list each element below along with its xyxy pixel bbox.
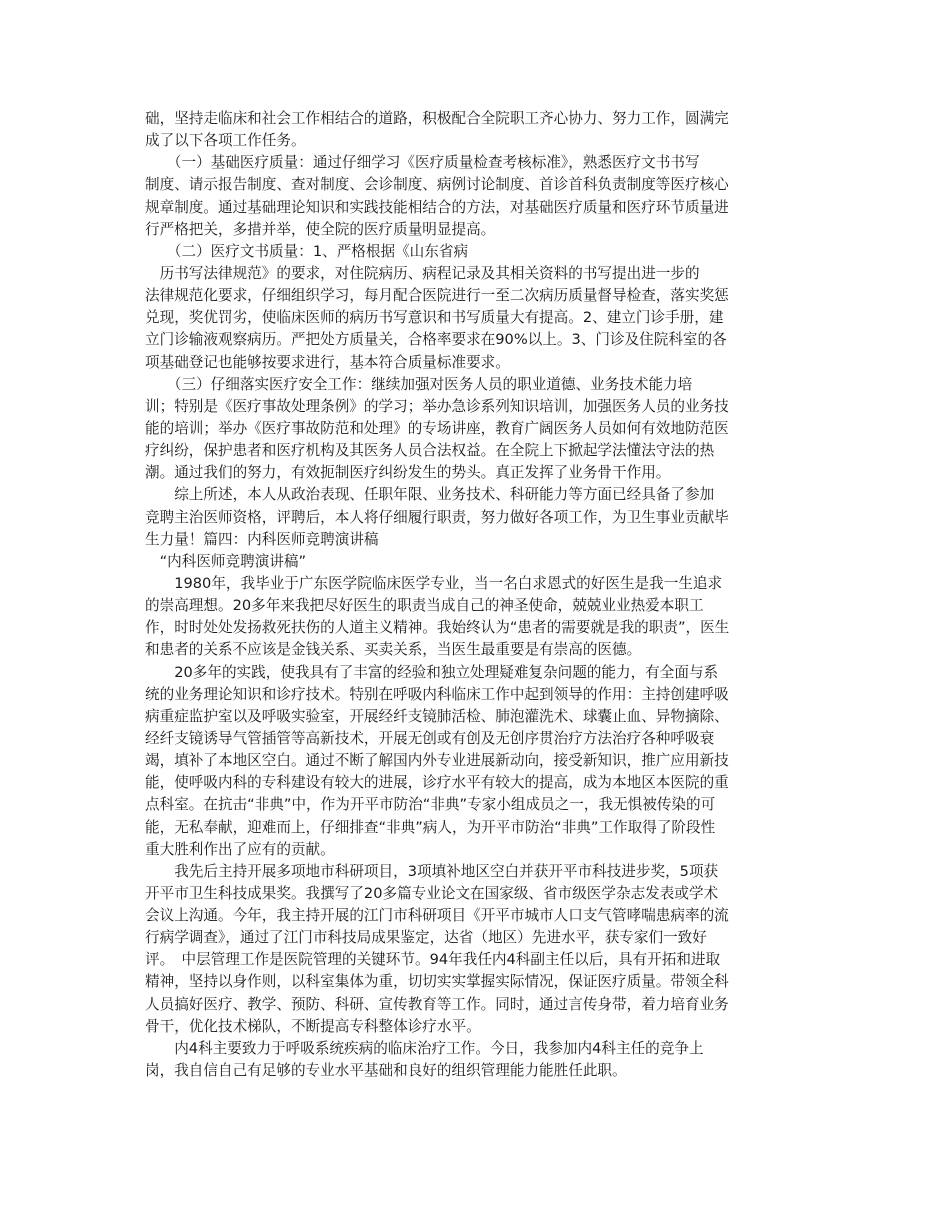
text-line: 经纤支镜诱导气管插管等高新技术，开展无创或有创及无创序贯治疗方法治疗各种呼吸衰 (145, 729, 715, 747)
text-line: 行病学调查》，通过了江门市科技局成果鉴定，达省（地区）先进水平，获专家们一致好 (145, 929, 707, 947)
text-line: 骨干，优化技术梯队，不断提高专科整体诊疗水平。 (145, 1017, 481, 1035)
text-line: （二）医疗文书质量：1、严格根据《山东省病 (145, 242, 469, 260)
text-line: 岗，我自信自己有足够的专业水平基础和良好的组织管理能力能胜任此职。 (145, 1062, 627, 1080)
text-line: 兑现，奖优罚劣，使临床医师的病历书写意识和书写质量大有提高。2、建立门诊手册，建 (145, 309, 724, 327)
text-line: 生力量！篇四：内科医师竞聘演讲稿 (145, 530, 379, 548)
text-line: 竭，填补了本地区空白。通过不断了解国内外专业进展新动向，接受新知识，推广应用新技 (145, 752, 729, 770)
text-line: 人员搞好医疗、教学、预防、科研、宣传教育等工作。同时，通过言传身带，着力培育业务 (145, 995, 729, 1013)
text-line: 法律规范化要求，仔细组织学习，每月配合医院进行一至二次病历质量督导检查，落实奖惩 (145, 287, 729, 305)
text-line: 开平市卫生科技成果奖。我撰写了20多篇专业论文在国家级、省市级医学杂志发表或学术 (145, 884, 719, 902)
text-line: 评。 中层管理工作是医院管理的关键环节。94年我任内4科副主任以后，具有开拓和进取 (145, 951, 721, 969)
text-line: 病重症监护室以及呼吸实验室，开展经纤支镜肺活检、肺泡灌洗术、球囊止血、异物摘除、 (145, 707, 729, 725)
text-line: 1980年，我毕业于广东医学院临床医学专业，当一名白求恩式的好医生是我一生追求 (145, 574, 723, 592)
text-line: 立门诊输液观察病历。严把处方质量关，合格率要求在90%以上。3、门诊及住院科室的各 (145, 331, 727, 349)
text-line: 础，坚持走临床和社会工作相结合的道路，积极配合全院职工齐心协力、努力工作，圆满完 (145, 110, 729, 127)
text-line: 内4科主要致力于呼吸系统疾病的临床治疗工作。今日，我参加内4科主任的竞争上 (145, 1039, 704, 1057)
text-line: （三）仔细落实医疗安全工作：继续加强对医务人员的职业道德、业务技术能力培 (145, 375, 693, 393)
text-line: 的崇高理想。20多年来我把尽好医生的职责当成自己的神圣使命，兢兢业业热爱本职工 (145, 597, 704, 615)
document-body (145, 108, 805, 1082)
text-line: 能，无私奉献，迎难而上，仔细排查“非典”病人，为开平市防治“非典”工作取得了阶段性 (145, 818, 716, 836)
text-line: 统的业务理论知识和诊疗技术。特别在呼吸内科临床工作中起到领导的作用：主持创建呼吸 (145, 685, 729, 703)
text-line: 和患者的关系不应该是金钱关系、买卖关系，当医生最重要是有崇高的医德。 (145, 641, 642, 659)
text-line: 我先后主持开展多项地市科研项目，3项填补地区空白并获开平市科技进步奖，5项获 (145, 862, 719, 880)
text-line: 竞聘主治医师资格，评聘后，本人将仔细履行职责，努力做好各项工作，为卫生事业贡献毕 (145, 508, 729, 526)
text-line: 作，时时处处发扬救死扶伤的人道主义精神。我始终认为“患者的需要就是我的职责”，医生 (145, 619, 730, 637)
text-line: 项基础登记也能够按要求进行，基本符合质量标准要求。 (145, 353, 510, 371)
text-line: 能，使呼吸内科的专科建设有较大的进展，诊疗水平有较大的提高，成为本地区本医院的重 (145, 774, 729, 792)
text-line: 20多年的实践，使我具有了丰富的经验和独立处理疑难复杂问题的能力，有全面与系 (145, 663, 719, 681)
text-line: 疗纠纷，保护患者和医疗机构及其医务人员合法权益。在全院上下掀起学法懂法守法的热 (145, 442, 715, 460)
text-line: 制度、请示报告制度、查对制度、会诊制度、病例讨论制度、首诊首科负责制度等医疗核心 (145, 176, 729, 194)
text-line: 会议上沟通。今年，我主持开展的江门市科研项目《开平市城市人口支气管哮喘患病率的流 (145, 907, 729, 925)
text-line: 历书写法律规范》的要求，对住院病历、病程记录及其相关资料的书写提出进一步的 (145, 264, 700, 282)
text-line: （一）基础医疗质量：通过仔细学习《医疗质量检查考核标准》，熟悉医疗文书书写 (145, 154, 700, 172)
text-line: 精神，坚持以身作则，以科室集体为重，切切实实掌握实际情况，保证医疗质量。带领全科 (145, 973, 729, 991)
text-line: 能的培训；举办《医疗事故防范和处理》的专场讲座，教育广阔医务人员如何有效地防范医 (145, 419, 729, 437)
text-line: 规章制度。通过基础理论知识和实践技能相结合的方法，对基础医疗质量和医疗环节质量进 (145, 198, 729, 216)
text-line: 重大胜利作出了应有的贡献。 (145, 840, 335, 858)
text-line: “内科医师竞聘演讲稿” (145, 552, 307, 570)
text-line: 潮。通过我们的努力，有效扼制医疗纠纷发生的势头。真正发挥了业务骨干作用。 (145, 464, 671, 482)
text-line: 成了以下各项工作任务。 (145, 132, 306, 150)
text-line: 点科室。在抗击“非典”中，作为开平市防治“非典”专家小组成员之一，我无惧被传染的可 (145, 796, 716, 814)
text-line: 训；特别是《医疗事故处理条例》的学习；举办急诊系列知识培训，加强医务人员的业务技 (145, 397, 729, 415)
text-line: 行严格把关，多措并举，使全院的医疗质量明显提高。 (145, 220, 496, 238)
text-line: 综上所述，本人从政治表现、任职年限、业务技术、科研能力等方面已经具备了参加 (145, 486, 715, 504)
